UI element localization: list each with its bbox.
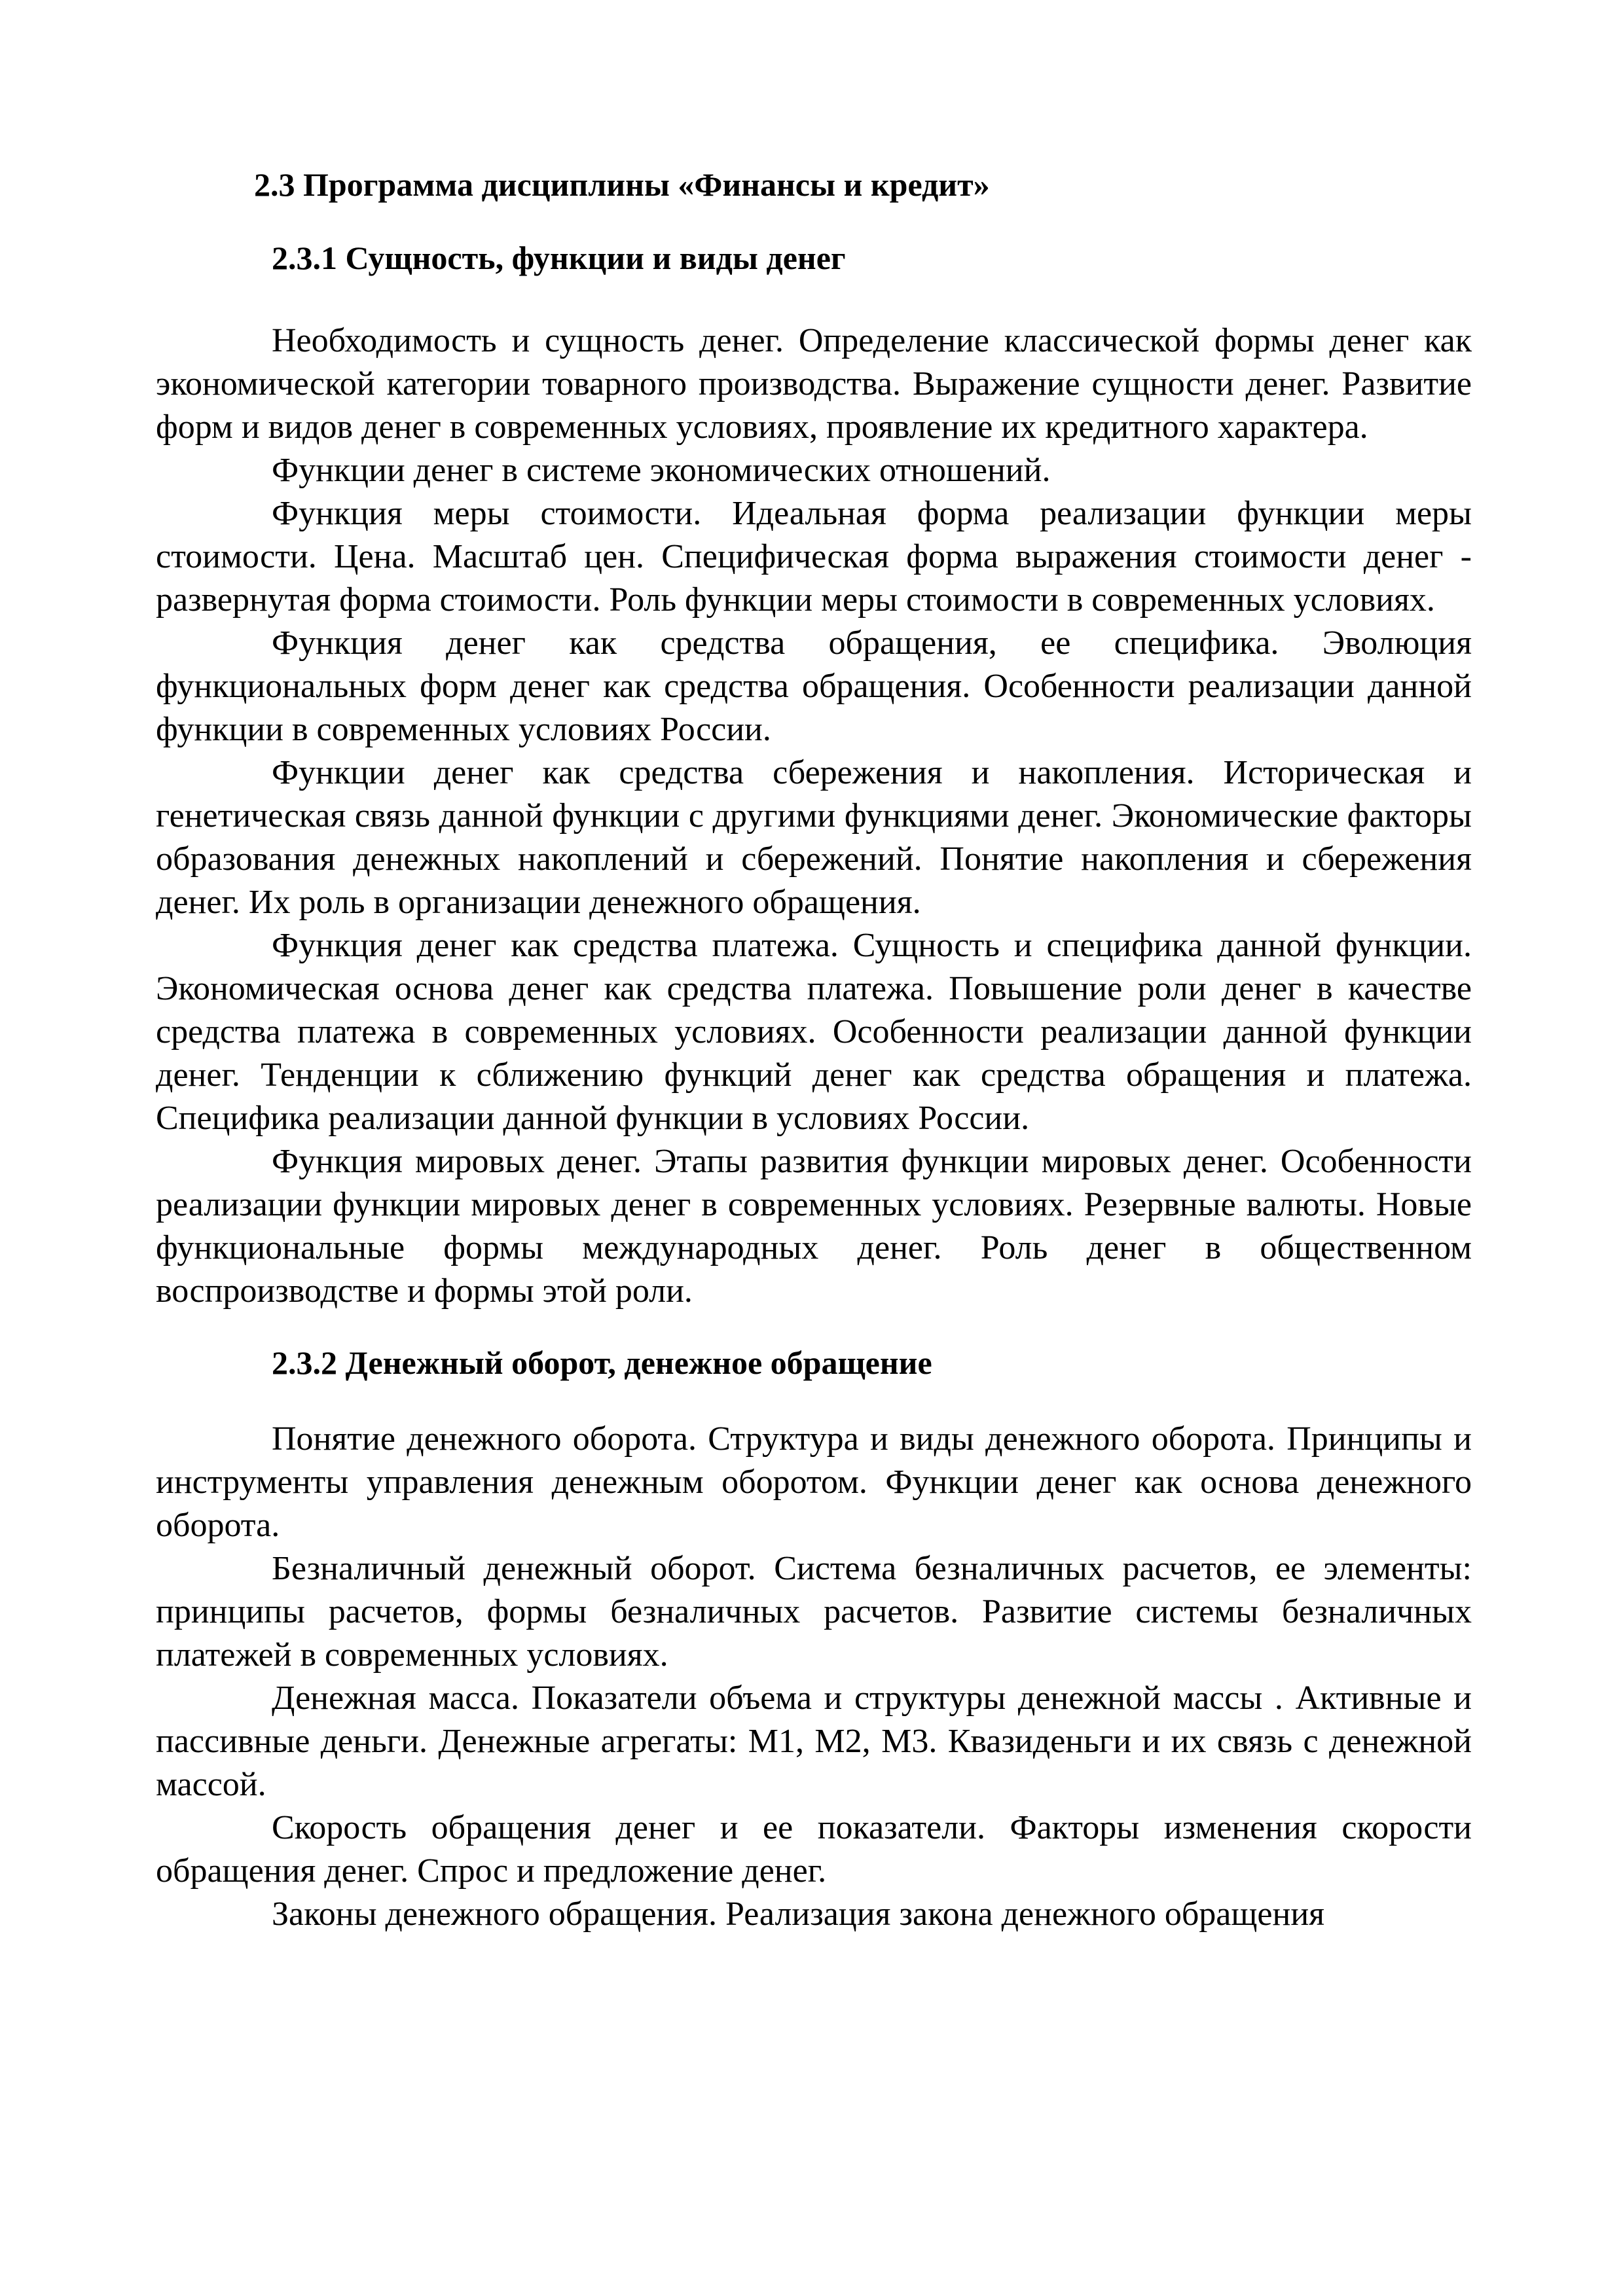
paragraph: Безналичный денежный оборот. Система безналичных расчетов, ее элементы: принципы расчетов, формы безналичных расчетов. Развитие системы безналичных платежей в современных условиях. bbox=[156, 1550, 1472, 1674]
paragraph: Функция денег как средства платежа. Сущность и специфика данной функции. Экономическая основа денег как средства платежа. Повышение роли денег в качестве средства платежа в современных условиях. Особенности реализации данной функции денег. Тенденции к сближению функций денег как средства обращения и платежа. Специфика реализации данной функции в условиях России. bbox=[156, 927, 1472, 1137]
document-page bbox=[156, 164, 1472, 1936]
paragraph: Функция меры стоимости. Идеальная форма реализации функции меры стоимости. Цена. Масштаб цен. Специфическая форма выражения стоимости денег - развернутая форма стоимости. Роль функции меры стоимости в современных условиях. bbox=[156, 495, 1472, 619]
paragraph: Функция денег как средства обращения, ее специфика. Эволюция функциональных форм денег как средства обращения. Особенности реализации данной функции в современных условиях России. bbox=[156, 624, 1472, 748]
section-2-3-1-body bbox=[156, 319, 1472, 1313]
paragraph: Функции денег в системе экономических отношений. bbox=[272, 452, 1051, 489]
paragraph: Понятие денежного оборота. Структура и виды денежного оборота. Принципы и инструменты управления денежным оборотом. Функции денег как основа денежного оборота. bbox=[156, 1420, 1472, 1544]
section-heading-2-3-2: 2.3.2 Денежный оборот, денежное обращение bbox=[272, 1344, 932, 1381]
paragraph: Функции денег как средства сбережения и накопления. Историческая и генетическая связь данной функции с другими функциями денег. Экономические факторы образования денежных накоплений и сбережений. Понятие накопления и сбережения денег. Их роль в организации денежного обращения. bbox=[156, 754, 1472, 921]
paragraph: Скорость обращения денег и ее показатели. Факторы изменения скорости обращения денег. Спрос и предложение денег. bbox=[156, 1809, 1472, 1890]
section-2-3-2-body bbox=[156, 1418, 1472, 1936]
paragraph: Необходимость и сущность денег. Определение классической формы денег как экономической категории товарного производства. Выражение сущности денег. Развитие форм и видов денег в современных условиях, проявление их кредитного характера. bbox=[156, 322, 1472, 446]
paragraph: Законы денежного обращения. Реализация закона денежного обращения bbox=[272, 1895, 1325, 1933]
paragraph: Денежная масса. Показатели объема и структуры денежной массы . Активные и пассивные деньги. Денежные агрегаты: М1, М2, М3. Квазиденьги и их связь с денежной массой. bbox=[156, 1679, 1472, 1803]
paragraph: Функция мировых денег. Этапы развития функции мировых денег. Особенности реализации функции мировых денег в современных условиях. Резервные валюты. Новые функциональные формы международных денег. Роль денег в общественном воспроизводстве и формы этой роли. bbox=[156, 1143, 1472, 1310]
document-title: 2.3 Программа дисциплины «Финансы и кредит» bbox=[254, 166, 990, 203]
section-heading-2-3-1: 2.3.1 Сущность, функции и виды денег bbox=[272, 240, 846, 276]
